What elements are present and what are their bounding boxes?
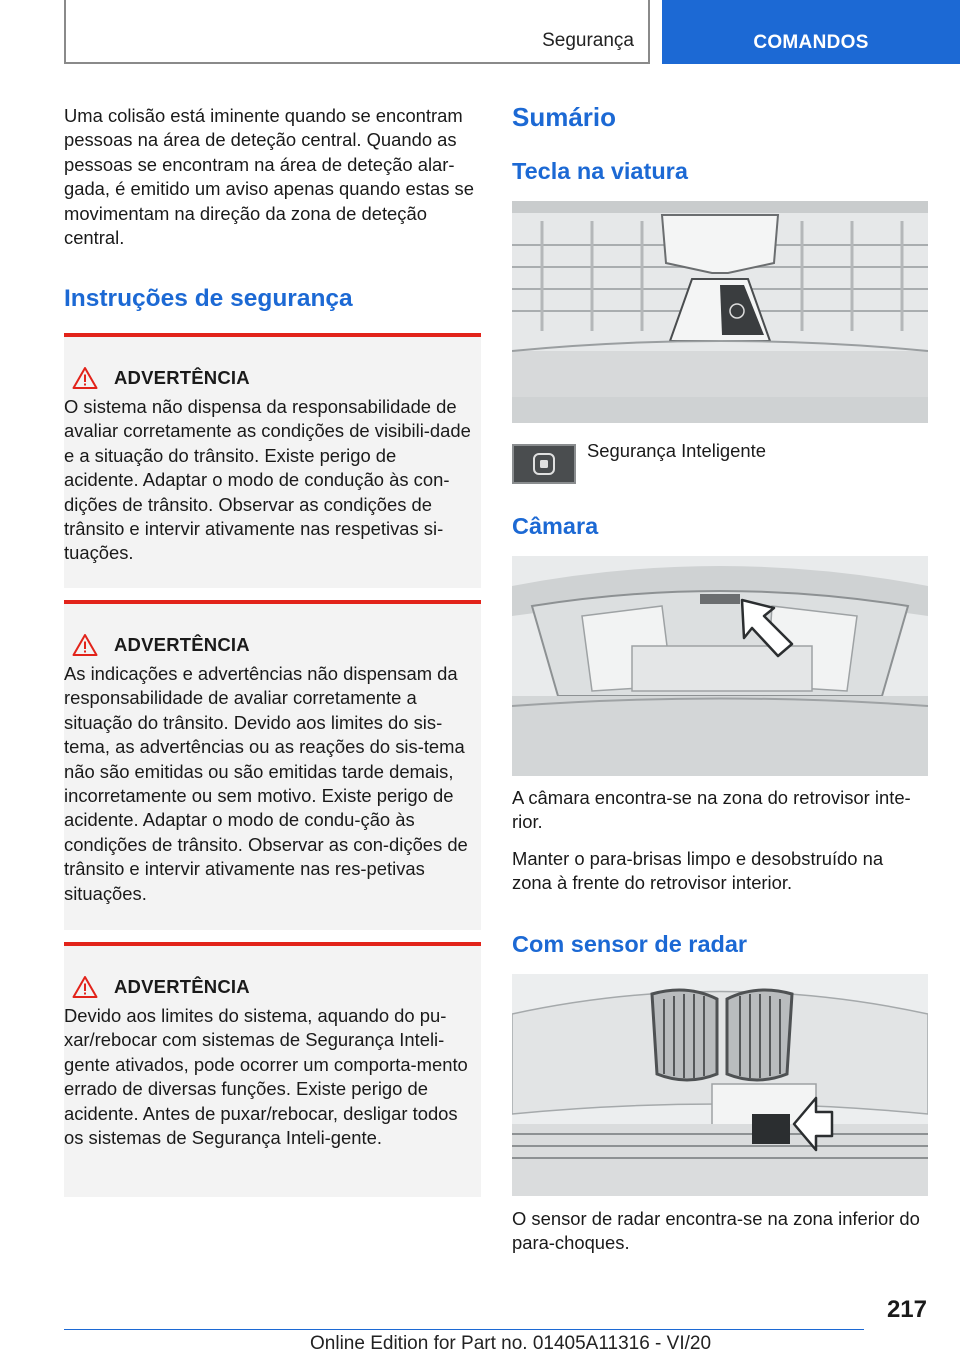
warning-box-2 <box>64 600 481 930</box>
left-column <box>64 104 481 314</box>
warning-title: ADVERTÊNCIA <box>114 634 250 655</box>
intelligent-safety-icon <box>514 446 574 482</box>
warning-text: Devido aos limites do sistema, aquando do pu-xar/rebocar com sistemas de Segurança Inteli-gente ativados, pode ocorrer um comporta-mento errado de diversas funções. Existe perigo de acidente. Antes de puxar/rebocar, desligar todos os sistemas de Segurança Inteli-gente. <box>64 1005 468 1149</box>
header-chapter-tab <box>662 0 960 64</box>
camera-text-2: Manter o para-brisas limpo e desobstruído na zona à frente do retrovisor interior. <box>512 847 884 894</box>
warning-box-3 <box>64 942 481 1197</box>
camera-text-1: A câmara encontra-se na zona do retrovisor inte-rior. <box>512 787 911 833</box>
radar-heading: Com sensor de radar <box>512 931 748 957</box>
radar-heading-wrap <box>512 931 928 958</box>
summary-heading: Sumário <box>512 102 617 132</box>
header-chapter-title: COMANDOS <box>753 32 869 53</box>
button-label: Segurança Inteligente <box>587 440 766 461</box>
button-heading: Tecla na viatura <box>512 158 688 184</box>
warning-triangle-icon <box>72 633 98 657</box>
warning-triangle-icon <box>72 975 98 999</box>
warning-title: ADVERTÊNCIA <box>114 367 250 388</box>
radar-photo <box>512 974 928 1196</box>
warning-triangle-icon <box>72 366 98 390</box>
warning-box-1 <box>64 333 481 588</box>
button-heading-wrap <box>512 158 928 185</box>
camera-text-wrap <box>512 786 928 896</box>
safety-heading: Instruções de segurança <box>64 285 353 313</box>
warning-title: ADVERTÊNCIA <box>114 976 250 997</box>
summary-heading-wrap <box>512 102 928 133</box>
footer-edition: Online Edition for Part no. 01405A11316 - VI/20 <box>310 1333 712 1354</box>
camera-heading: Câmara <box>512 513 599 539</box>
header-section-box <box>64 0 650 64</box>
radar-text-wrap <box>512 1207 928 1256</box>
warning-text: As indicações e advertências não dispensam da responsabilidade de avaliar corretamente a situação do trânsito. Devido aos limites do sis-tema, as advertências ou as reações do sis-tema não são emitidas ou são emitidas tarde demais, incorretamente ou sem motivo. Existe perigo de acidente. Adaptar o modo de condu-ção às condições de trânsito. Observar as con-dições de trânsito e intervir ativamente nas res-petivas situações. <box>64 663 468 904</box>
radar-text: O sensor de radar encontra-se na zona inferior do para-choques. <box>512 1208 920 1254</box>
header-section-title: Segurança <box>542 30 634 51</box>
warning-text: O sistema não dispensa da responsabilidade de avaliar corretamente as condições de visibili-dade e a situação do trânsito. Existe perigo de acidente. Adaptar o modo de condução às con-dições de trânsito. Observar as condições de trânsito e intervir ativamente nas respetivas si-tuações. <box>64 396 471 564</box>
intro-paragraph: Uma colisão está iminente quando se encontram pessoas na área de deteção central. Quando as pessoas se encontram na área de deteção alar-gada, é emitido um aviso apenas quando estas se movimentam na direção da zona de deteção central. <box>64 105 474 249</box>
page-number: 217 <box>886 1296 927 1323</box>
intelligent-safety-button <box>512 444 576 484</box>
footer-divider <box>64 1329 864 1330</box>
camera-heading-wrap <box>512 513 928 540</box>
vehicle-button-photo <box>512 201 928 423</box>
camera-photo <box>512 556 928 776</box>
